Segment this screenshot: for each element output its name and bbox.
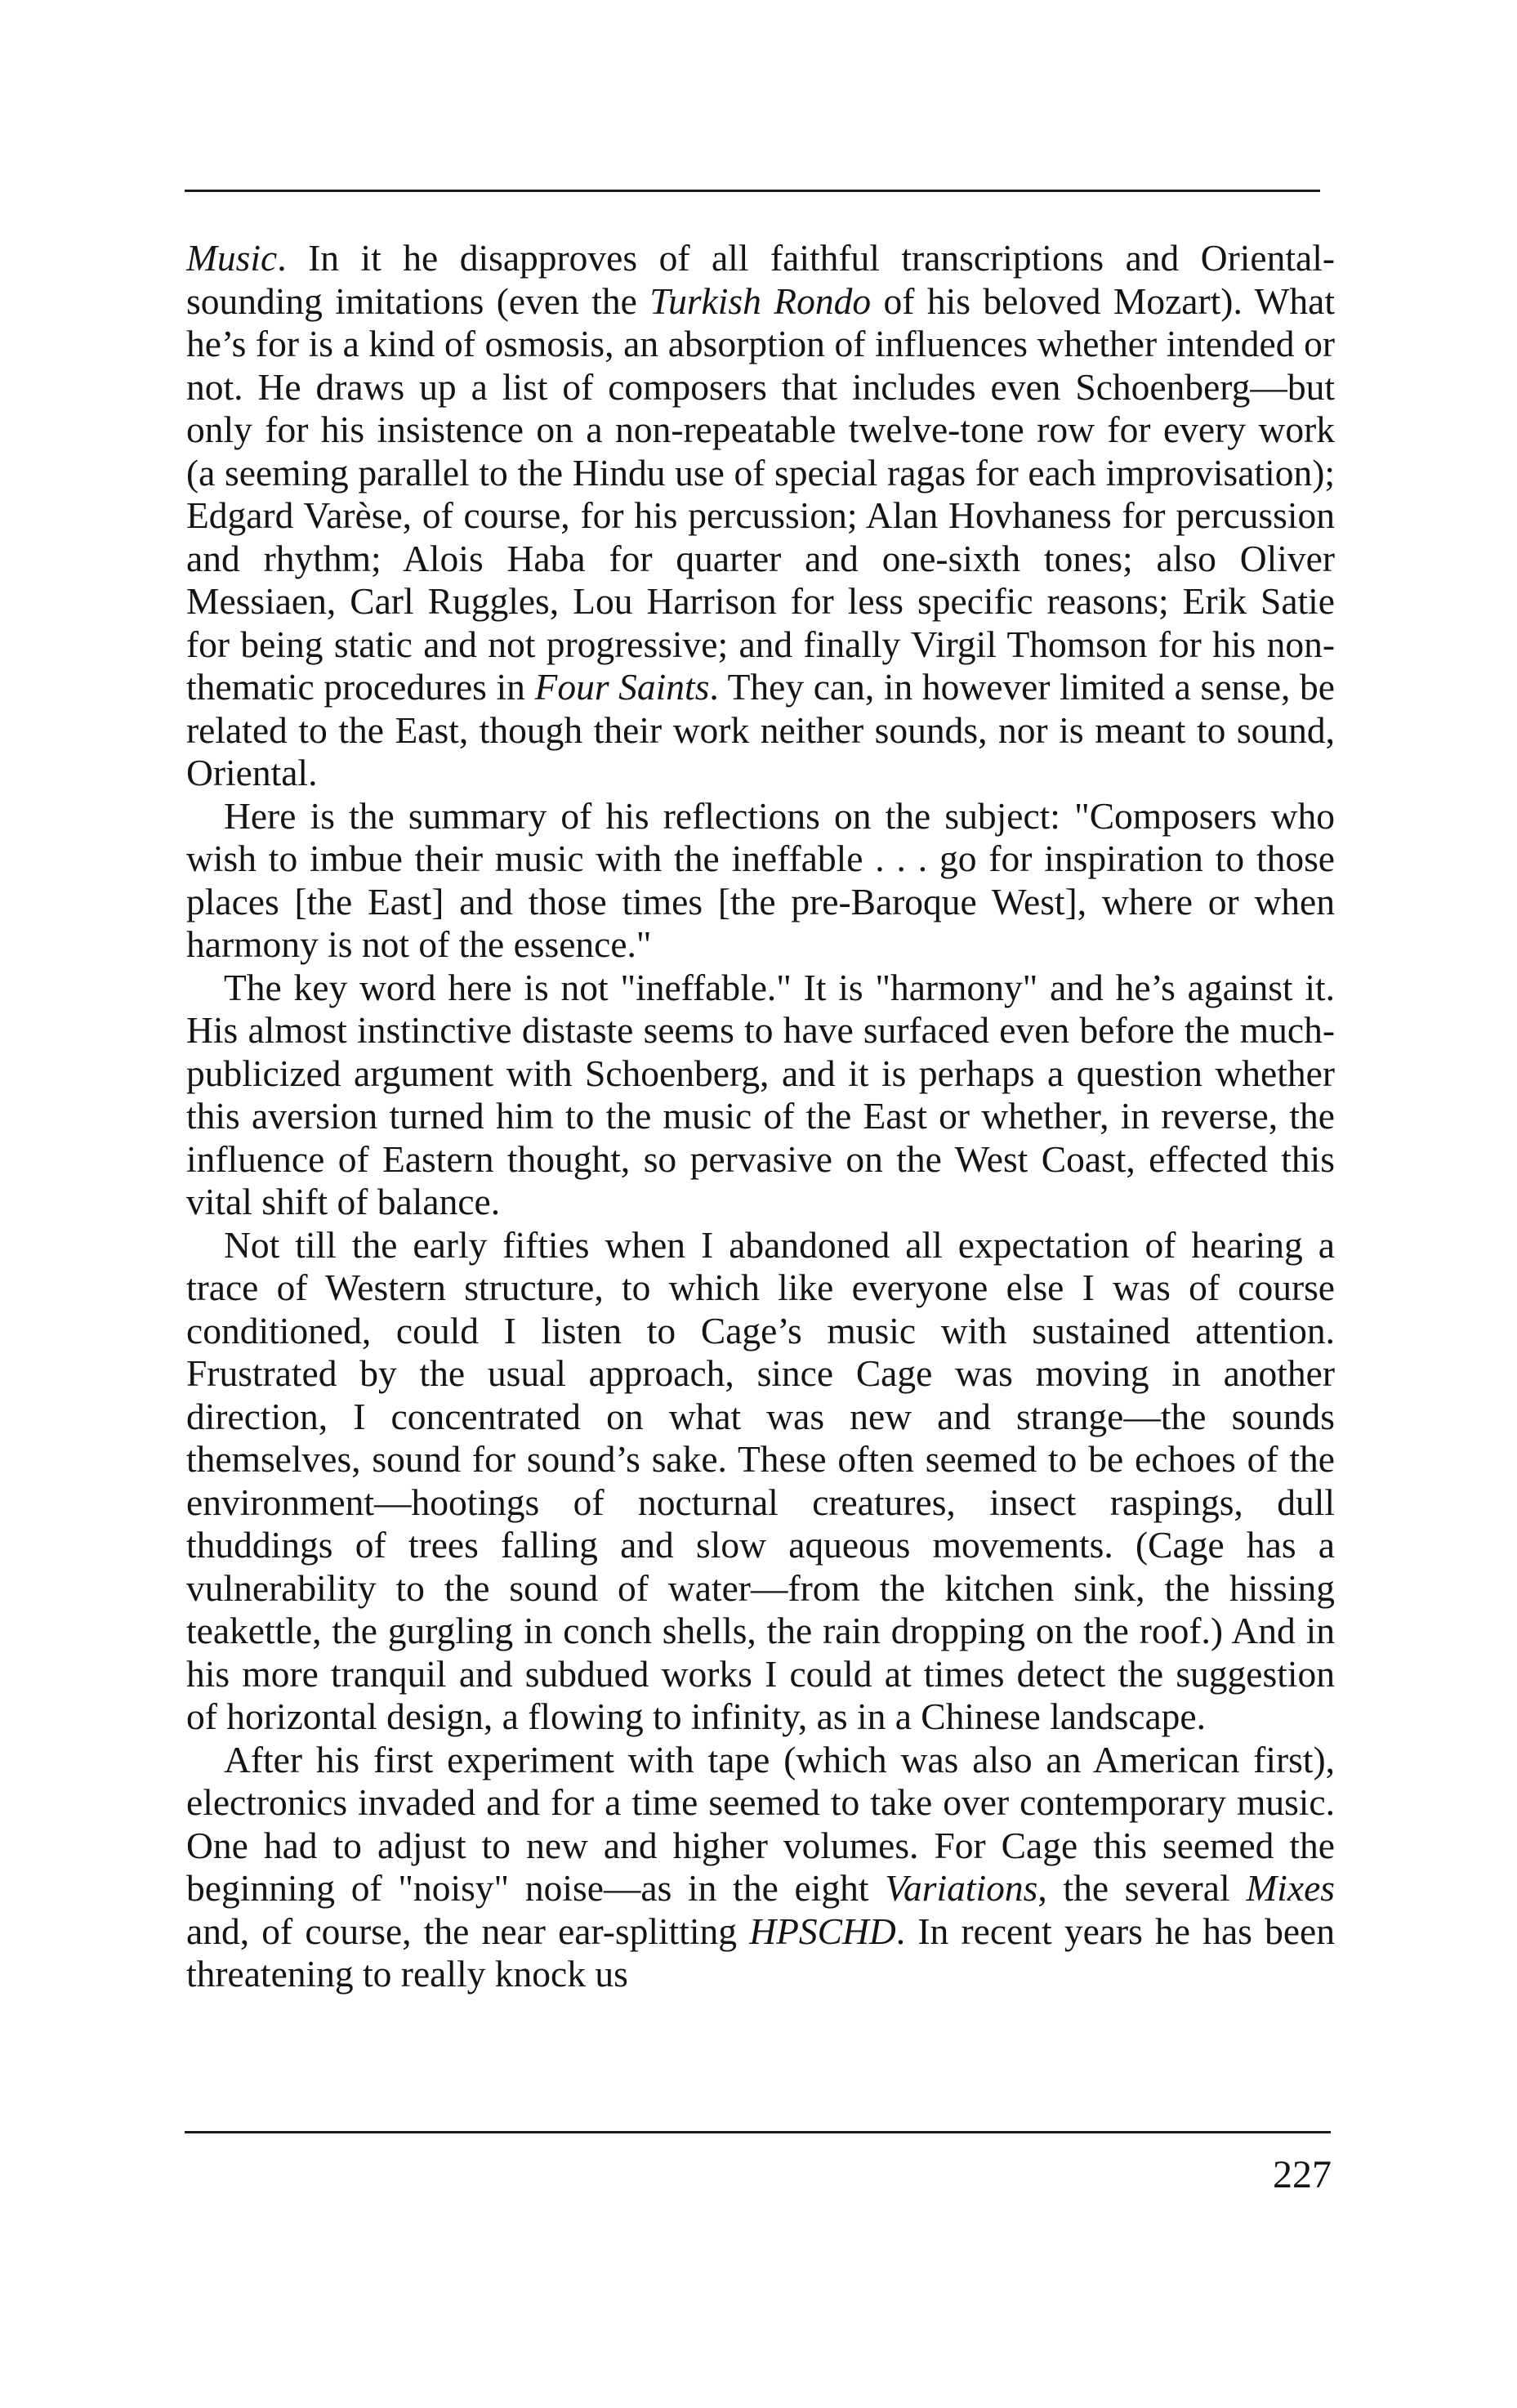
text-run: . In it he disapproves of all faithful transcriptions and Oriental-sounding imitations (even the: [186, 237, 1335, 322]
paragraph-3: [186, 967, 1335, 1224]
text-run: Not till the early fifties when I abandoned all expectation of hearing a trace of Western structure, to which like everyone else I was of course conditioned, could I listen to Cage’s music with sustained attention. Frustrated by the usual approach, since Cage was moving in another direction, I concentrated on what was new and strange—the sounds themselves, sound for sound’s sake. These often seemed to be echoes of the environment—hootings of nocturnal creatures, insect raspings, dull thuddings of trees falling and slow aqueous movements. (Cage has a vulnerability to the sound of water—from the kitchen sink, the hissing teakettle, the gurgling in conch shells, the rain dropping on the roof.) And in his more tranquil and subdued works I could at times detect the suggestion of horizontal design, a flowing to infinity, as in a Chinese landscape.: [186, 1223, 1335, 1737]
bottom-rule: [185, 2131, 1331, 2133]
paragraph-1: [186, 237, 1335, 795]
paragraph-4: [186, 1224, 1335, 1739]
text-run: Music: [186, 237, 278, 279]
text-run: of his beloved Mozart). What he’s for is a kind of osmosis, an absorption of influences whether intended or not. He draws up a list of composers that includes even Schoenberg—but only for his insistence on a non-repeatable twelve-tone row for every work (a seeming parallel to the Hindu use of special ragas for each improvisation); Edgard Varèse, of course, for his percussion; Alan Hovhaness for percussion and rhythm; Alois Haba for quarter and one-sixth tones; also Oliver Messiaen, Carl Ruggles, Lou Harrison for less specific reasons; Erik Satie for being static and not progressive; and finally Virgil Thomson for his non-thematic procedures in: [186, 279, 1335, 708]
text-run: Variations: [885, 1867, 1038, 1909]
text-run: and, of course, the near ear-splitting: [186, 1910, 750, 1952]
text-run: . They can, in however limited a sense, be related to the East, though their work neither sounds, nor is meant to sound, Oriental.: [186, 666, 1335, 793]
page-number: 227: [1273, 2153, 1332, 2196]
body-text: [186, 237, 1335, 1996]
text-run: Four Saints: [534, 666, 710, 708]
text-run: The key word here is not "ineffable." It is "harmony" and he’s against it. His almost instinctive distaste seems to have surfaced even before the much-publicized argument with Schoenberg, and it is perhaps a question whether this aversion turned him to the music of the East or whether, in reverse, the influence of Eastern thought, so pervasive on the West Coast, effected this vital shift of balance.: [186, 966, 1335, 1222]
paragraph-2: [186, 795, 1335, 967]
text-run: Turkish Rondo: [649, 279, 872, 322]
text-run: . In recent years he has been threatening to really knock us: [186, 1910, 1335, 1995]
text-run: HPSCHD: [749, 1910, 896, 1952]
paragraph-5: [186, 1739, 1335, 1996]
text-run: After his first experiment with tape (which was also an American first), electronics invaded and for a time seemed to take over contemporary music. One had to adjust to new and higher volumes. For Cage this seemed the beginning of "noisy" noise—as in the eight: [186, 1738, 1335, 1909]
text-run: Mixes: [1246, 1867, 1335, 1909]
top-rule: [185, 190, 1320, 192]
text-run: , the several: [1037, 1867, 1247, 1909]
text-run: Here is the summary of his reflections on the subject: "Composers who wish to imbue their music with the ineffable . . . go for inspiration to those places [the East] and those times [the pre-Baroque West], where or when harmony is not of the essence.": [186, 794, 1335, 965]
